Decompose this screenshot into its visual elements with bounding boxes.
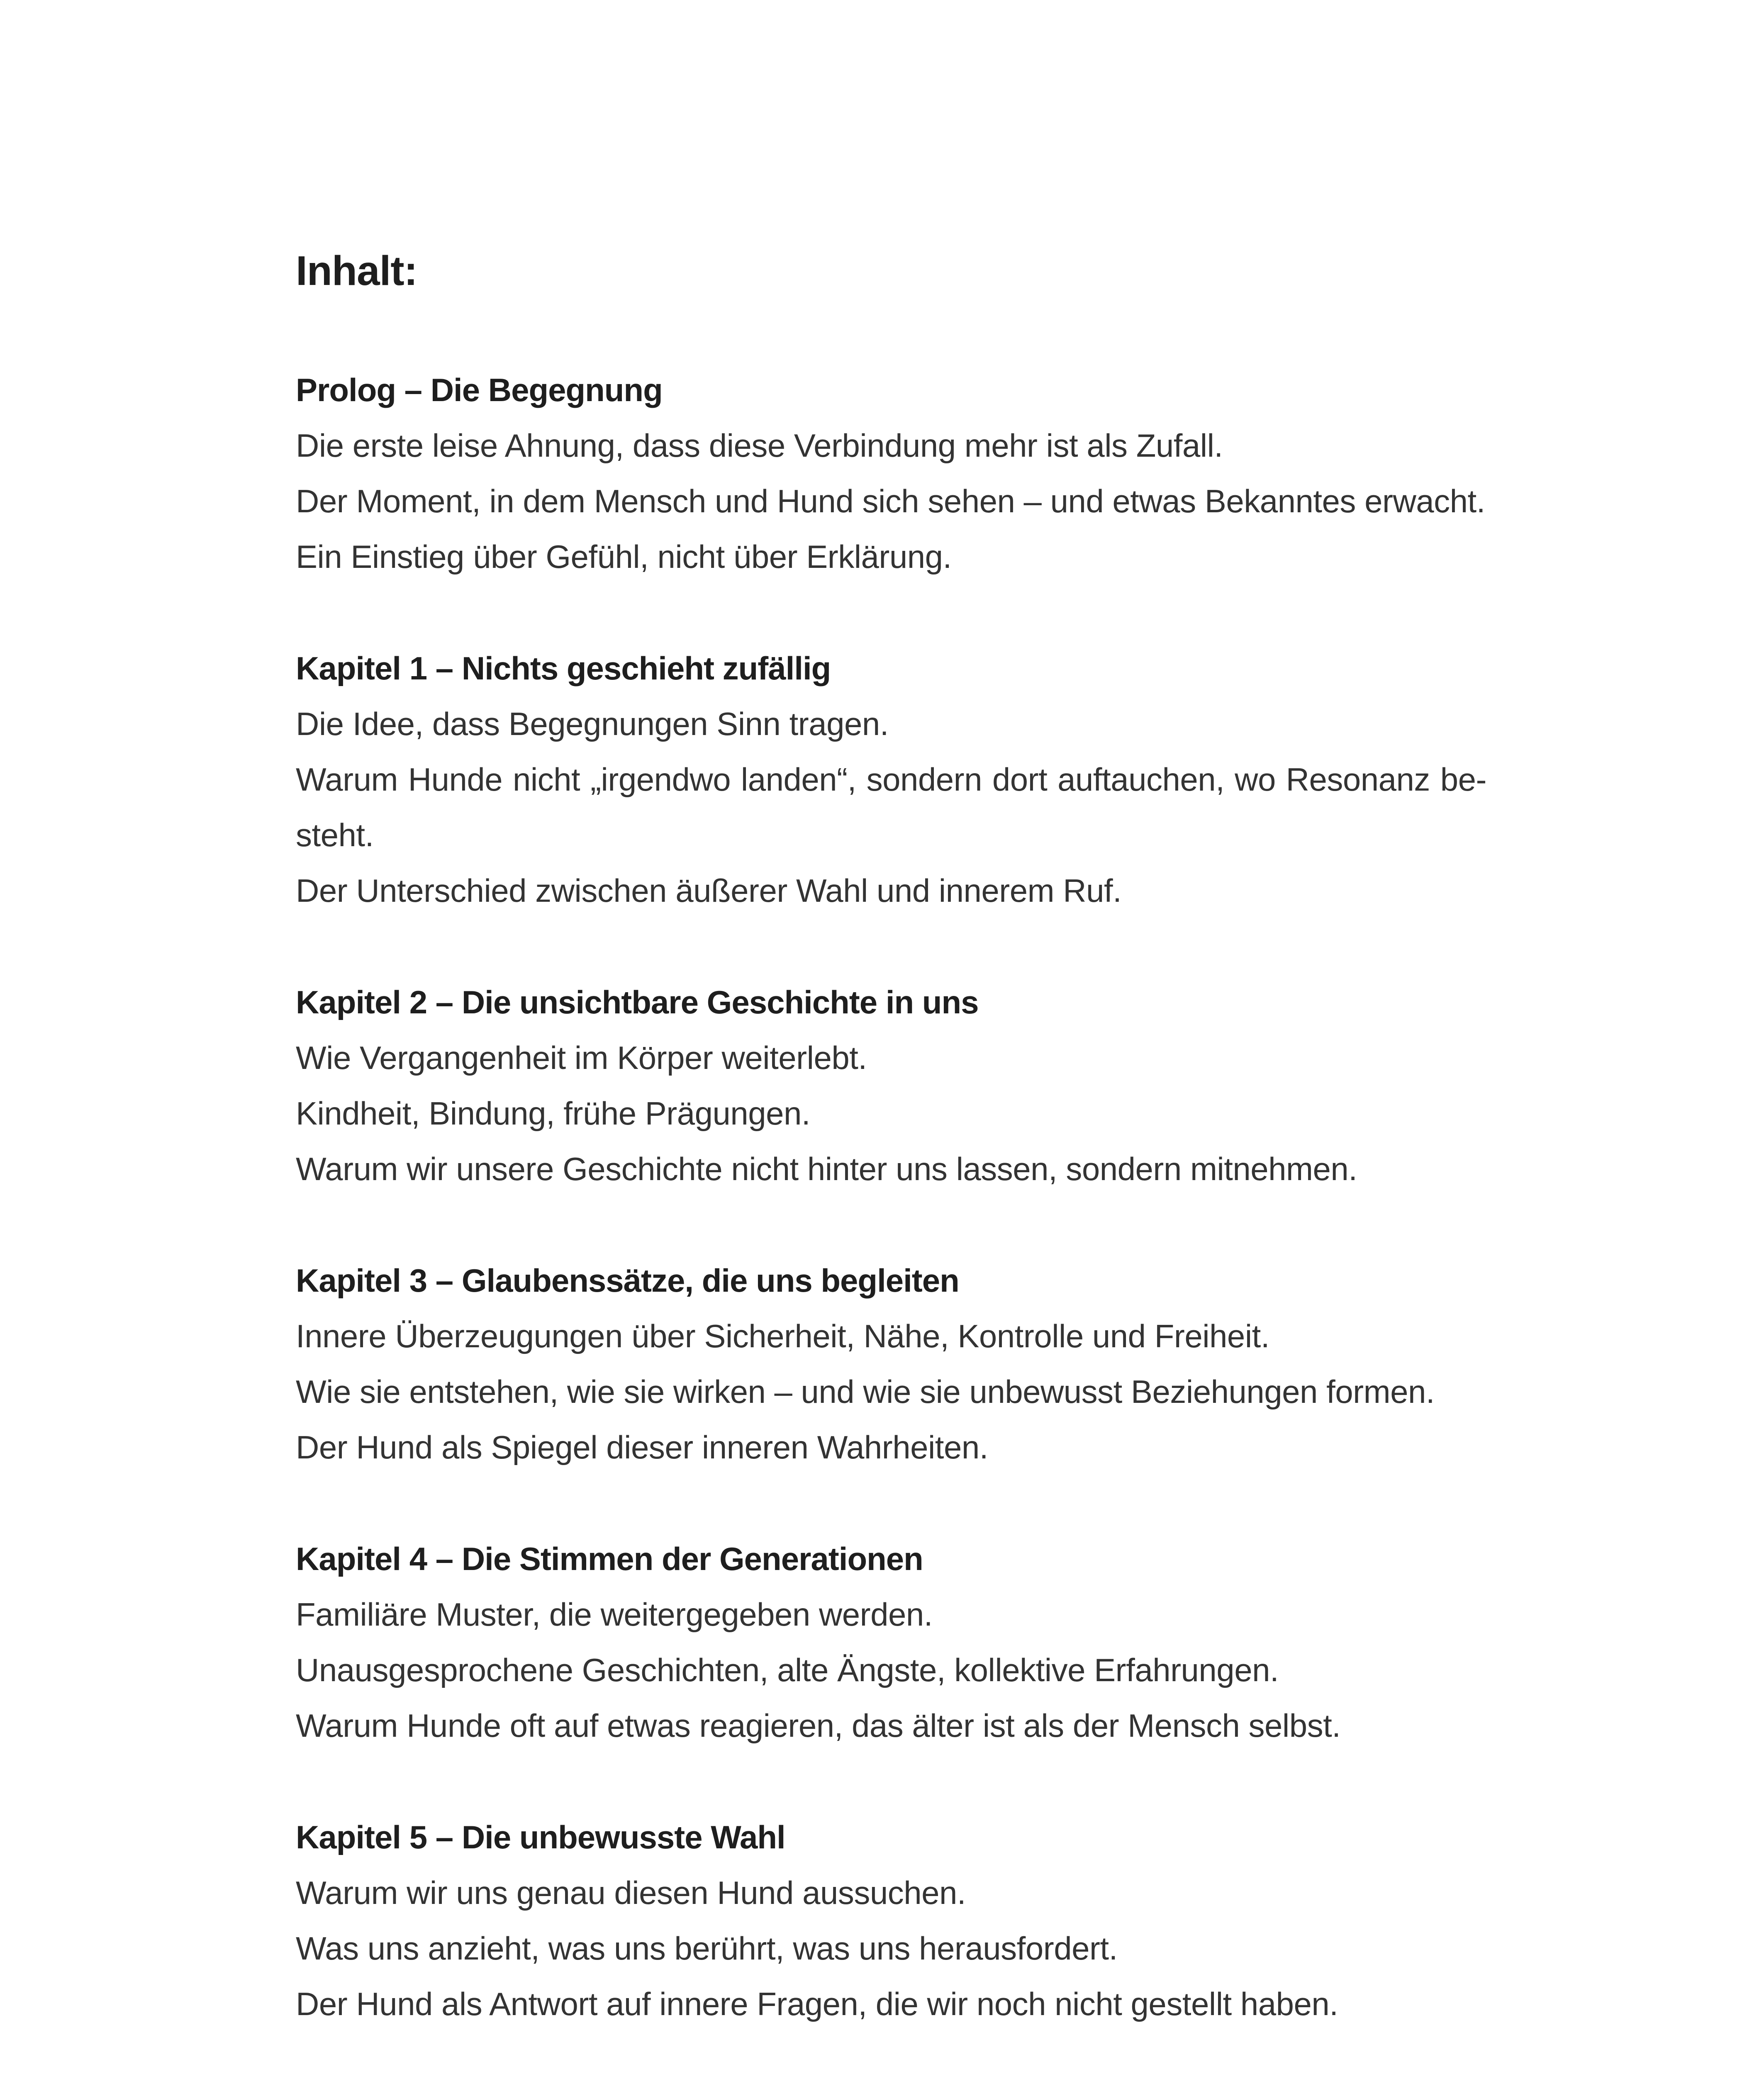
toc-section-kapitel-3	[296, 1253, 1486, 1475]
toc-section-title: Kapitel 1 – Nichts geschieht zufällig	[296, 650, 831, 686]
toc-section-kapitel-5	[296, 1809, 1486, 2032]
toc-description-line: Ein Einstieg über Gefühl, nicht über Erklärung.	[296, 538, 952, 575]
toc-description-line: Der Moment, in dem Mensch und Hund sich sehen – und etwas Bekanntes erwacht.	[296, 483, 1485, 519]
toc-description-line: Kindheit, Bindung, frühe Prägungen.	[296, 1095, 811, 1132]
toc-section-title: Prolog – Die Begegnung	[296, 372, 663, 408]
toc-section-title: Kapitel 5 – Die unbewusste Wahl	[296, 1819, 785, 1855]
toc-description-line: steht.	[296, 817, 374, 853]
toc-description-line: Warum Hunde nicht „irgendwo landen“, sondern dort auftauchen, wo Resonanz be-	[296, 761, 1486, 798]
toc-section-title: Kapitel 2 – Die unsichtbare Geschichte in uns	[296, 984, 979, 1020]
toc-description-line: Der Hund als Antwort auf innere Fragen, die wir noch nicht gestellt haben.	[296, 1986, 1338, 2022]
toc-description-line: Unausgesprochene Geschichten, alte Ängste, kollektive Erfahrungen.	[296, 1652, 1279, 1688]
toc-description-line: Innere Überzeugungen über Sicherheit, Nähe, Kontrolle und Freiheit.	[296, 1318, 1269, 1354]
toc-description-line: Der Hund als Spiegel dieser inneren Wahrheiten.	[296, 1429, 988, 1465]
toc-description-line: Warum Hunde oft auf etwas reagieren, das älter ist als der Mensch selbst.	[296, 1707, 1341, 1744]
toc-description-line: Familiäre Muster, die weitergegeben werden.	[296, 1596, 933, 1633]
toc-section-kapitel-2	[296, 974, 1486, 1197]
toc-description-line: Der Unterschied zwischen äußerer Wahl und innerem Ruf.	[296, 872, 1122, 909]
toc-description-line: Die Idee, dass Begegnungen Sinn tragen.	[296, 706, 889, 742]
toc-description-line: Was uns anzieht, was uns berührt, was uns herausfordert.	[296, 1930, 1118, 1967]
toc-description-line: Die erste leise Ahnung, dass diese Verbindung mehr ist als Zufall.	[296, 427, 1223, 464]
toc-section-prolog	[296, 362, 1486, 584]
toc-description-line: Wie Vergangenheit im Körper weiterlebt.	[296, 1039, 867, 1076]
table-of-contents	[296, 362, 1486, 2074]
toc-section-title: Kapitel 4 – Die Stimmen der Generationen	[296, 1541, 923, 1577]
toc-description-line: Warum wir unsere Geschichte nicht hinter uns lassen, sondern mitnehmen.	[296, 1151, 1357, 1187]
page-heading: Inhalt:	[296, 248, 417, 294]
toc-section-kapitel-1	[296, 640, 1486, 918]
toc-section-title: Kapitel 3 – Glaubenssätze, die uns begleiten	[296, 1262, 959, 1299]
toc-description-line: Wie sie entstehen, wie sie wirken – und wie sie unbewusst Beziehungen formen.	[296, 1373, 1435, 1410]
toc-section-kapitel-4	[296, 1531, 1486, 1753]
toc-description-line: Warum wir uns genau diesen Hund aussuchen.	[296, 1874, 966, 1911]
